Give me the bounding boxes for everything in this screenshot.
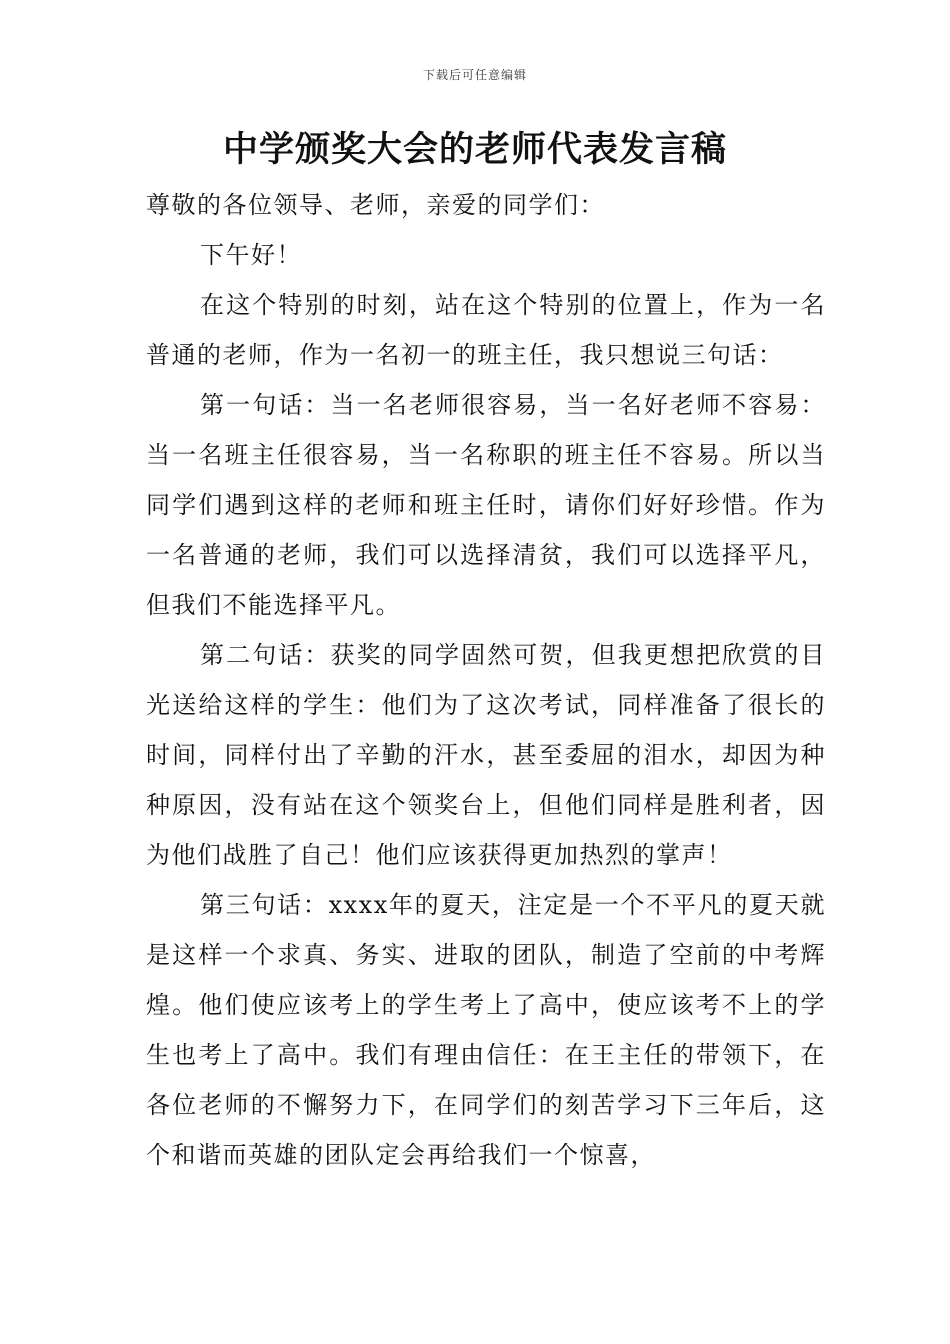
greeting: 下午好！ [200,241,302,269]
paragraph-intro: 在这个特别的时刻，站在这个特别的位置上，作为一名普通的老师，作为一名初一的班主任，我只想说三句话： [146,291,826,369]
paragraph-second-point: 第二句话：获奖的同学固然可贺，但我更想把欣赏的目光送给这样的学生：他们为了这次考试，同样准备了很长的时间，同样付出了辛勤的汗水，甚至委屈的泪水，却因为种种原因，没有站在这个领奖台上，但他们同样是胜利者，因为他们战胜了自己！他们应该获得更加热烈的掌声！ [146,641,826,869]
document-body [146,180,826,1180]
paragraph-third-point: 第三句话：xxxx年的夏天，注定是一个不平凡的夏天就是这样一个求真、务实、进取的团队，制造了空前的中考辉煌。他们使应该考上的学生考上了高中，使应该考不上的学生也考上了高中。我们有理由信任：在王主任的带领下，在各位老师的不懈努力下，在同学们的刻苦学习下三年后，这个和谐而英雄的团队定会再给我们一个惊喜， [146,891,826,1169]
document-title: 中学颁奖大会的老师代表发言稿 [222,130,727,170]
paragraph-first-point: 第一句话：当一名老师很容易，当一名好老师不容易：当一名班主任很容易，当一名称职的班主任不容易。所以当同学们遇到这样的老师和班主任时，请你们好好珍惜。作为一名普通的老师，我们可以选择清贫，我们可以选择平凡，但我们不能选择平凡。 [146,391,826,619]
salutation: 尊敬的各位领导、老师，亲爱的同学们： [146,191,605,219]
header-note: 下载后可任意编辑 [422,68,527,82]
